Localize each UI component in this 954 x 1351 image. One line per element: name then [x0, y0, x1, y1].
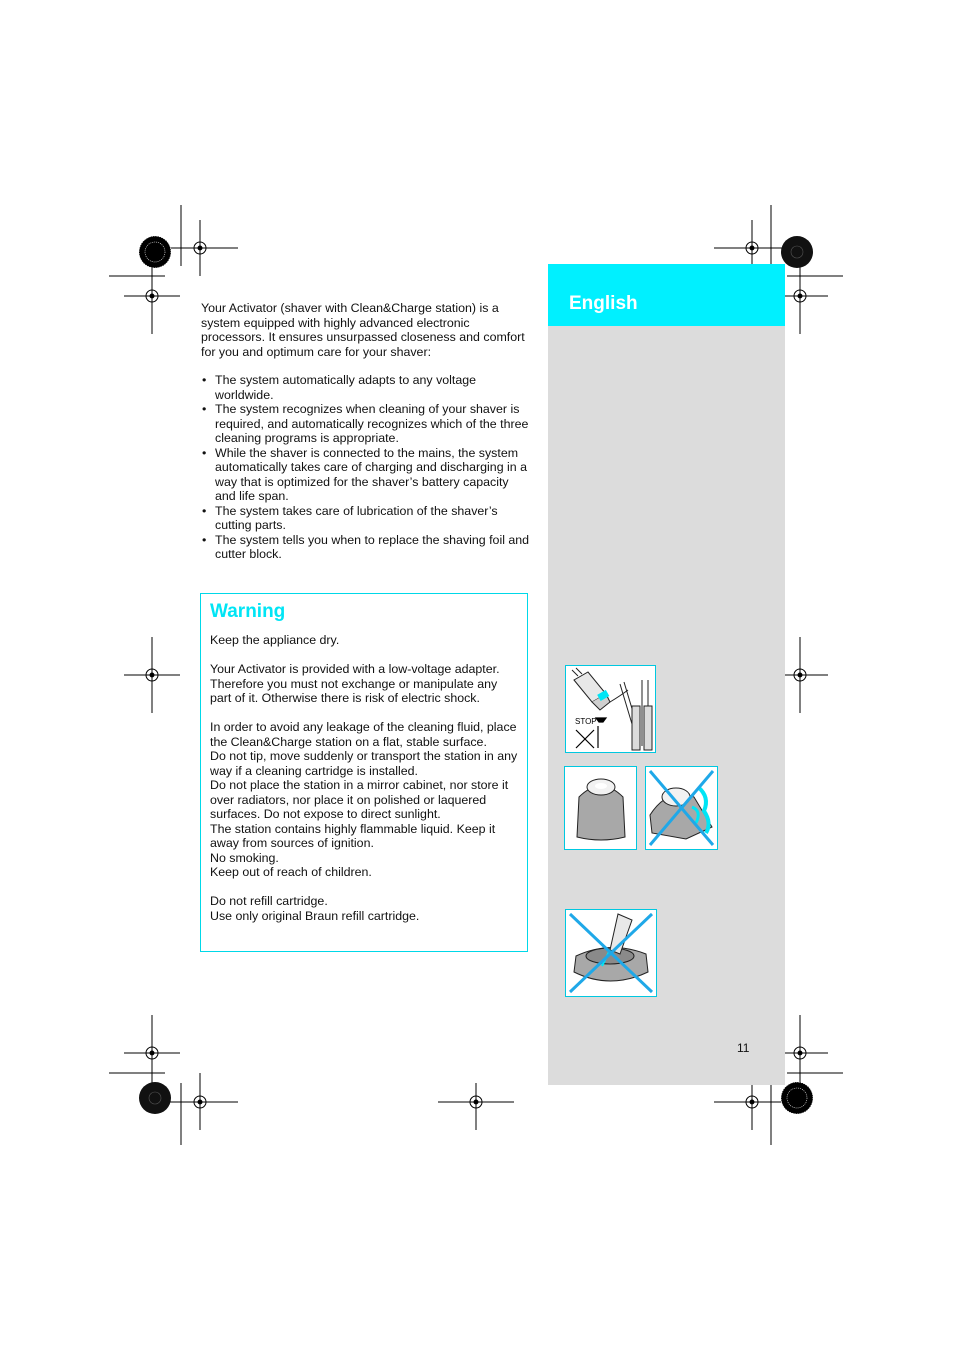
station-wet-forbidden-illustration: [645, 766, 718, 850]
warning-smoking: No smoking.: [210, 850, 279, 865]
list-item: [201, 533, 531, 562]
bullet: •: [202, 373, 207, 387]
list-item: [201, 373, 531, 402]
warning-dry: Keep the appliance dry.: [210, 633, 340, 647]
plug-stop-illustration: [565, 665, 656, 753]
bullet: •: [202, 445, 207, 460]
feature-text: The system recognizes when cleaning of your shaver is required, and automatically recognizes which of the three cleaning programs is appropriate.: [215, 402, 529, 445]
station-illustration: [564, 766, 637, 850]
warning-flammable: The station contains highly flammable liquid. Keep it away from sources of ignition.: [210, 821, 496, 850]
bullet: •: [202, 503, 207, 518]
bullet: •: [202, 402, 207, 416]
feature-text: While the shaver is connected to the mains, the system automatically takes care of charging and discharging in a way that is optimized for the shaver’s battery capacity and life span.: [215, 445, 528, 503]
feature-list: [201, 373, 531, 562]
warning-title: Warning: [210, 601, 286, 622]
feature-text: The system automatically adapts to any voltage worldwide.: [215, 373, 477, 402]
warning-children: Keep out of reach of children.: [210, 865, 372, 879]
warning-refill: Do not refill cartridge.: [210, 894, 328, 908]
warning-leak: In order to avoid any leakage of the cleaning fluid, place the Clean&Charge station on a flat, stable surface.: [210, 720, 517, 749]
warning-adapter: Your Activator is provided with a low-voltage adapter. Therefore you must not exchange or manipulate any part of it. Otherwise there is risk of electric shock.: [210, 662, 500, 705]
bullet: •: [202, 532, 207, 547]
warning-cabinet: Do not place the station in a mirror cabinet, nor store it over radiators, nor place it on polished or laquered surfaces. Do not expose to direct sunlight.: [210, 778, 509, 821]
intro-paragraph: Your Activator (shaver with Clean&Charge station) is a system equipped with highly advanced electronic processors. It ensures unsurpassed closeness and comfort for you and optimum care for your shaver:: [201, 301, 525, 359]
page-number: 11: [737, 1041, 750, 1055]
warning-body: [210, 633, 522, 923]
cartridge-refill-forbidden-illustration: [565, 909, 657, 997]
warning-tip: Do not tip, move suddenly or transport the station in any way if a cleaning cartridge is installed.: [210, 749, 518, 778]
list-item: [201, 446, 531, 504]
feature-text: The system tells you when to replace the shaving foil and cutter block.: [215, 532, 530, 561]
feature-text: The system takes care of lubrication of the shaver’s cutting parts.: [215, 503, 498, 532]
warning-original: Use only original Braun refill cartridge.: [210, 908, 420, 923]
language-title: English: [569, 293, 638, 314]
list-item: [201, 504, 531, 533]
stop-label: STOP: [575, 717, 597, 726]
list-item: [201, 402, 531, 446]
